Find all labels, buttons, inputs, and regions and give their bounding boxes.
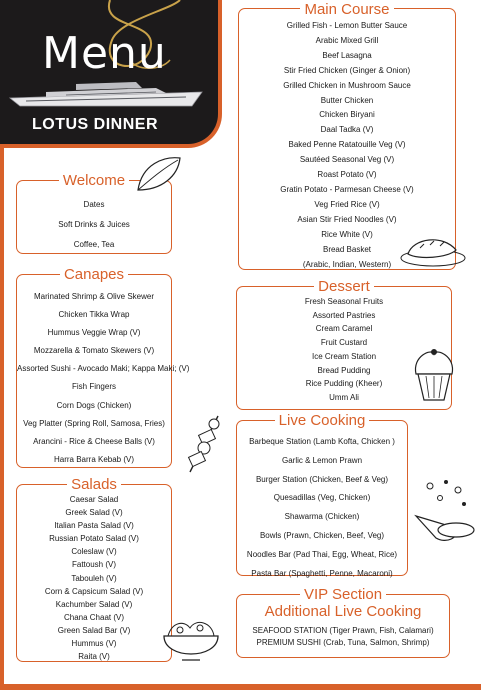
menu-item: Fresh Seasonal Fruits: [304, 297, 384, 306]
menu-item: Beef Lasagna: [322, 50, 372, 60]
menu-item: Raita (V): [78, 652, 110, 662]
menu-item: Pasta Bar (Spaghetti, Penne, Macaroni): [251, 568, 393, 578]
menu-item: Chana Chaat (V): [63, 612, 125, 622]
bottom-accent-bar: [0, 684, 481, 690]
section-vip: [236, 586, 450, 658]
menu-item: Kachumber Salad (V): [55, 599, 133, 609]
menu-item: Barbeque Station (Lamb Kofta, Chicken ): [249, 437, 395, 446]
menu-item: Quesadillas (Veg, Chicken): [273, 493, 371, 503]
section-title: VIP Section: [237, 587, 449, 602]
section-salads: [16, 476, 172, 662]
menu-item: Green Salad Bar (V): [57, 625, 131, 635]
salad-bowl-icon: [160, 616, 222, 668]
menu-item: Butter Chicken: [320, 95, 374, 105]
cupcake-icon: [410, 344, 458, 404]
menu-item: Rice Pudding (Kheer): [305, 379, 383, 389]
menu-item: Bowls (Prawn, Chicken, Beef, Veg): [259, 530, 385, 540]
menu-item: Soft Drinks & Juices: [58, 220, 130, 229]
menu-item: Fattoush (V): [71, 560, 116, 570]
menu-item: Assorted Sushi - Avocado Maki; Kappa Maki; (V): [17, 364, 190, 374]
item-list: [17, 493, 171, 663]
menu-item: Coleslaw (V): [71, 547, 117, 557]
menu-item: Arancini - Rice & Cheese Balls (V): [33, 436, 155, 446]
section-title: Canapes: [17, 266, 171, 283]
menu-item: Harra Barra Kebab (V): [53, 454, 135, 464]
pan-icon: [412, 476, 480, 546]
menu-header: [0, 0, 222, 148]
menu-item: Baked Penne Ratatouille Veg (V): [288, 140, 406, 150]
menu-item: Mozzarella & Tomato Skewers (V): [33, 346, 155, 356]
menu-item: Hummus (V): [71, 639, 117, 649]
menu-item: Hummus Veggie Wrap (V): [47, 328, 141, 338]
menu-item: Rice White (V): [321, 229, 373, 239]
menu-item: Bread Pudding: [317, 365, 371, 375]
section-title: Dessert: [237, 278, 451, 295]
menu-item: Veg Platter (Spring Roll, Samosa, Fries): [23, 418, 165, 428]
menu-item: Daal Tadka (V): [320, 125, 374, 135]
yacht-icon: [6, 78, 206, 110]
menu-item: Marinated Shrimp & Olive Skewer: [33, 292, 155, 301]
menu-subtitle: LOTUS DINNER: [32, 116, 158, 133]
menu-item: Sautéed Seasonal Veg (V): [299, 155, 395, 165]
left-accent-bar: [0, 148, 4, 690]
menu-item: Noodles Bar (Pad Thai, Egg, Wheat, Rice): [246, 549, 398, 559]
menu-item: Asian Stir Fried Noodles (V): [297, 214, 397, 224]
menu-item: PREMIUM SUSHI (Crab, Tuna, Salmon, Shrimp): [256, 638, 430, 648]
menu-item: Tabouleh (V): [71, 573, 117, 583]
menu-item: Shawarma (Chicken): [284, 512, 360, 522]
skewer-icon: [178, 412, 228, 476]
menu-item: Corn & Capsicum Salad (V): [44, 586, 144, 596]
menu-item: Italian Pasta Salad (V): [54, 521, 134, 531]
menu-item: Fish Fingers: [71, 382, 116, 392]
section-title: Live Cooking: [237, 412, 407, 429]
menu-item: Veg Fried Rice (V): [314, 199, 380, 209]
menu-item: Umm Ali: [329, 392, 359, 402]
menu-item: Russian Potato Salad (V): [49, 534, 139, 544]
menu-item: Grilled Fish - Lemon Butter Sauce: [286, 21, 408, 30]
menu-title: Menu: [42, 28, 167, 79]
section-title: Main Course: [239, 1, 455, 18]
menu-item: Gratin Potato - Parmesan Cheese (V): [280, 184, 414, 194]
menu-item: Grilled Chicken in Mushroom Sauce: [283, 80, 411, 90]
menu-item: Coffee, Tea: [73, 240, 115, 249]
menu-item: (Arabic, Indian, Western): [302, 259, 392, 269]
section-live-cooking: [236, 412, 408, 578]
menu-item: Arabic Mixed Grill: [315, 35, 379, 45]
menu-item: Garlic & Lemon Prawn: [281, 455, 363, 465]
item-list: [237, 433, 407, 583]
menu-item: Corn Dogs (Chicken): [56, 400, 132, 410]
section-subtitle: Additional Live Cooking: [237, 604, 449, 619]
leaf-icon: [134, 154, 184, 194]
bread-icon: [398, 230, 468, 268]
menu-item: Bread Basket: [322, 244, 372, 254]
menu-item: Roast Potato (V): [317, 170, 377, 180]
menu-item: Greek Salad (V): [65, 508, 123, 518]
menu-item: Chicken Biryani: [319, 110, 375, 120]
menu-item: Stir Fried Chicken (Ginger & Onion): [283, 65, 411, 75]
menu-item: Dates: [83, 200, 105, 209]
item-list: [237, 625, 449, 650]
menu-item: Cream Caramel: [315, 324, 373, 334]
menu-item: Fruit Custard: [320, 338, 368, 348]
section-title: Salads: [17, 476, 171, 493]
menu-item: Chicken Tikka Wrap: [58, 310, 130, 320]
item-list: [17, 195, 171, 255]
menu-item: Caesar Salad: [69, 495, 119, 504]
menu-item: SEAFOOD STATION (Tiger Prawn, Fish, Calamari): [252, 626, 434, 635]
menu-item: Assorted Pastries: [312, 310, 376, 320]
item-list: [17, 288, 190, 469]
menu-item: Ice Cream Station: [311, 351, 377, 361]
section-title: Welcome: [17, 172, 171, 189]
section-canapes: [16, 266, 190, 468]
menu-item: Burger Station (Chicken, Beef & Veg): [255, 474, 389, 484]
